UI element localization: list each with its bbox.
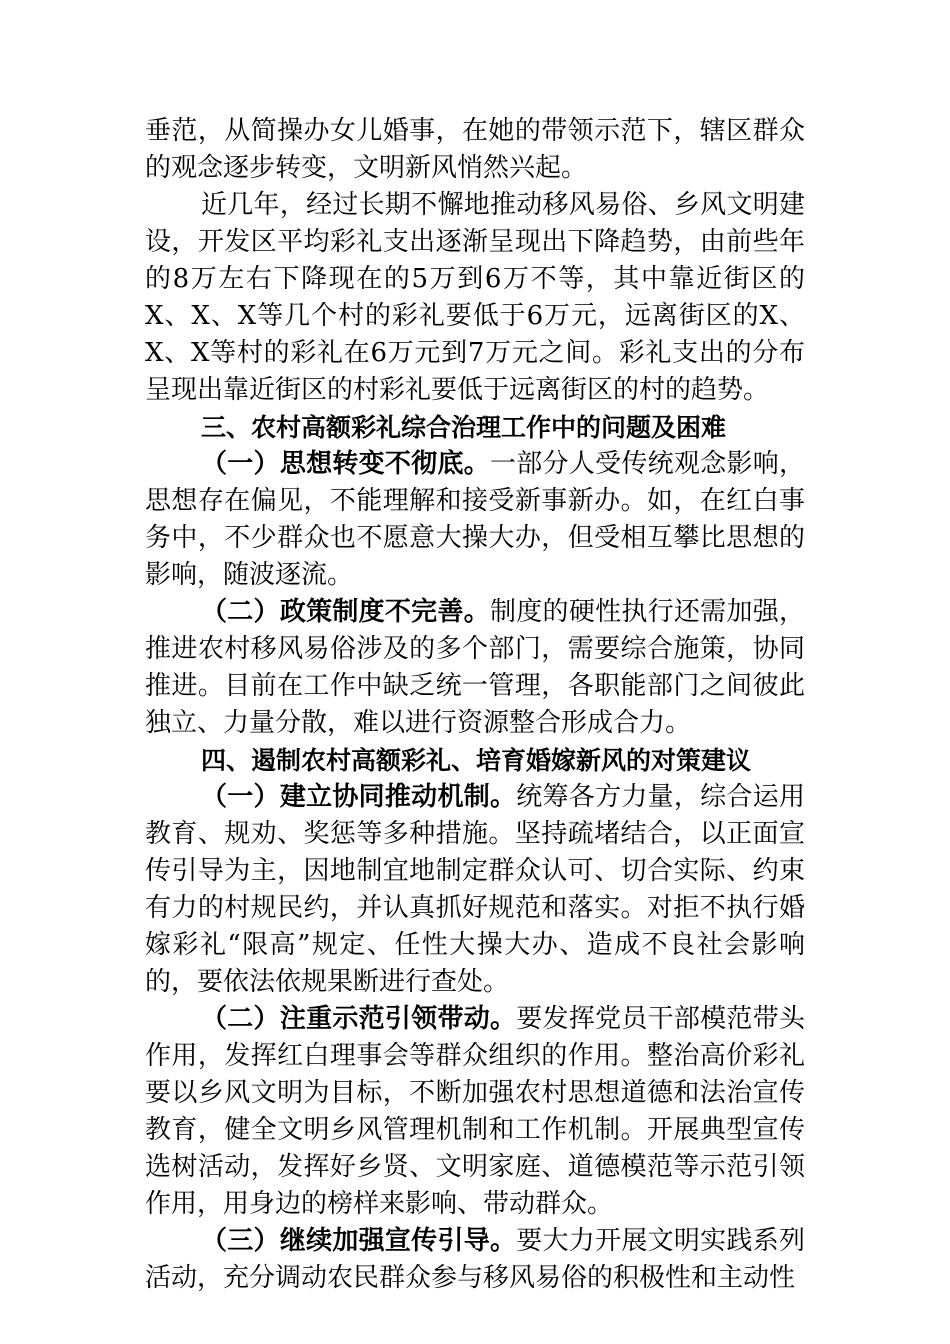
- paragraph-lead: （二）政策制度不完善。: [201, 597, 490, 627]
- paragraph-lead: （二）注重示范引领带动。: [201, 1004, 517, 1034]
- paragraph-lead: （一）建立协同推动机制。: [201, 782, 517, 812]
- paragraph-3-1: [145, 446, 805, 594]
- paragraph-0: [145, 113, 805, 187]
- paragraph-3-2: [145, 594, 805, 742]
- paragraph-4-3: [145, 1223, 805, 1297]
- paragraph-text: 近几年，经过长期不懈地推动移风易俗、乡风文明建设，开发区平均彩礼支出逐渐呈现出下降趋势，由前些年的8万左右下降现在的5万到6万不等，其中靠近街区的X、X、X等几个村的彩礼要低于6万元，远离街区的X、X、X等村的彩礼在6万元到7万元之间。彩礼支出的分布呈现出靠近街区的村彩礼要低于远离街区的村的趋势。: [145, 190, 805, 405]
- paragraph-lead: （三）继续加强宣传引导。: [201, 1226, 517, 1256]
- paragraph-lead: （一）思想转变不彻底。: [201, 449, 490, 479]
- paragraph-text: 要大力开展文明实践系列活动，充分调动农民群众参与移风易俗的积极性和主动性: [145, 1226, 805, 1293]
- paragraph-text: 要发挥党员干部模范带头作用，发挥红白理事会等群众组织的作用。整治高价彩礼要以乡风文明为目标，不断加强农村思想道德和法治宣传教育，健全文明乡风管理机制和工作机制。开展典型宣传选树活动，发挥好乡贤、文明家庭、道德模范等示范引领作用，用身边的榜样来影响、带动群众。: [145, 1004, 805, 1219]
- section-heading-3: 三、农村高额彩礼综合治理工作中的问题及困难: [201, 413, 727, 442]
- paragraph-4-2: [145, 1001, 805, 1223]
- paragraph-text: 统筹各方力量，综合运用教育、规劝、奖惩等多种措施。坚持疏堵结合，以正面宣传引导为主，因地制宜地制定群众认可、切合实际、约束有力的村规民约，并认真抓好规范和落实。对拒不执行婚嫁彩礼“限高”规定、任性大操大办、造成不良社会影响的，要依法依规果断进行查处。: [145, 782, 805, 997]
- section-heading-4: 四、遏制农村高额彩礼、培育婚嫁新风的对策建议: [201, 746, 752, 775]
- paragraph-text: 一部分人受传统观念影响，思想存在偏见，不能理解和接受新事新办。如，在红白事务中，不少群众也不愿意大操大办，但受相互攀比思想的影响，随波逐流。: [145, 449, 805, 590]
- paragraph-4-1: [145, 779, 805, 1001]
- paragraph-text: 制度的硬性执行还需加强，推进农村移风易俗涉及的多个部门，需要综合施策，协同推进。目前在工作中缺乏统一管理，各职能部门之间彼此独立、力量分散，难以进行资源整合形成合力。: [145, 597, 805, 738]
- paragraph-text: 垂范，从简操办女儿婚事，在她的带领示范下，辖区群众的观念逐步转变，文明新风悄然兴起。: [145, 116, 805, 183]
- paragraph-1: [145, 187, 805, 409]
- document-page: [145, 113, 805, 1297]
